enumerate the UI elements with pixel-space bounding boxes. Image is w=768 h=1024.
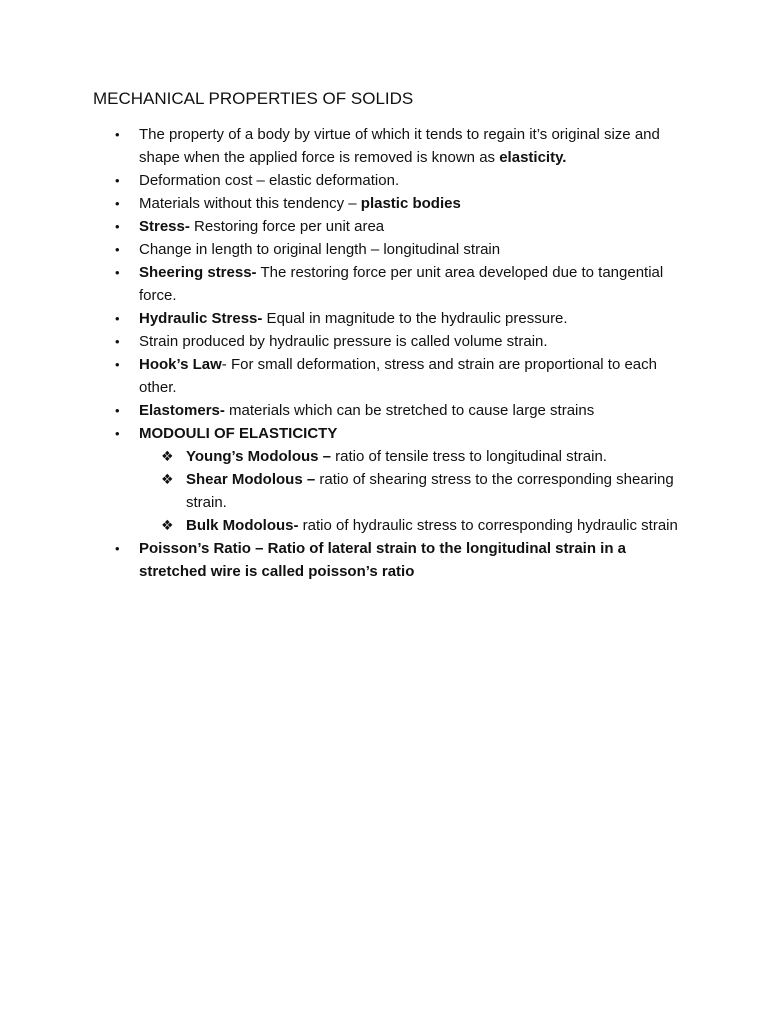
item-text: Change in length to original length – longitudinal strain [139,241,501,258]
bullet-icon: • [115,127,120,142]
item-text: Strain produced by hydraulic pressure is called volume strain. [139,333,548,350]
sub-list-item [161,468,679,514]
bullet-icon: • [115,219,120,234]
item-text: Materials without this tendency – [139,195,361,212]
sub-item-text: ratio of hydraulic stress to corresponding hydraulic strain [298,517,678,534]
bullet-icon: • [115,265,120,280]
diamond-bullet-icon: ❖ [161,517,174,533]
sub-item-text: ratio of tensile tress to longitudinal strain. [331,448,607,465]
diamond-bullet-icon: ❖ [161,448,174,464]
list-item [115,330,679,353]
bullet-icon: • [115,403,120,418]
item-bold-lead: Elastomers- [139,402,225,419]
item-bold-lead: Poisson’s Ratio – Ratio of lateral strain to the longitudinal strain in a stretched wire is called poisson’s ratio [139,540,627,580]
bullet-icon: • [115,426,120,441]
item-text: - For small deformation, stress and strain are proportional to each other. [139,356,657,396]
list-item [115,169,679,192]
list-item [115,238,679,261]
list-item [115,537,679,583]
bullet-icon: • [115,311,120,326]
item-text: The restoring force per unit area developed due to tangential force. [139,264,664,304]
item-bold-tail: plastic bodies [360,195,461,212]
item-bold-lead: Hook’s Law [139,356,222,373]
item-bold-lead: Stress- [139,218,190,235]
sub-list [139,445,679,537]
item-bold-lead: MODOULI OF ELASTICICTY [139,425,338,442]
list-item [115,422,679,537]
sub-item-bold-lead: Shear Modolous – [186,471,316,488]
sub-item-bold-lead: Young’s Modolous – [186,448,331,465]
item-bold-lead: Hydraulic Stress- [139,310,263,327]
sub-item-text: ratio of shearing stress to the corresponding shearing strain. [186,471,674,511]
item-text: Restoring force per unit area [189,218,385,235]
item-text: Deformation cost – elastic deformation. [139,172,400,189]
bullet-list [115,123,679,583]
list-item [115,123,679,169]
page-title: MECHANICAL PROPERTIES OF SOLIDS [93,89,414,108]
list-item [115,399,679,422]
sub-item-bold-lead: Bulk Modolous- [186,517,299,534]
sub-list-item [161,445,679,468]
item-text: materials which can be stretched to cause large strains [224,402,595,419]
bullet-icon: • [115,334,120,349]
list-item [115,192,679,215]
list-item [115,215,679,238]
bullet-icon: • [115,242,120,257]
item-bold-lead: Sheering stress- [139,264,257,281]
bullet-icon: • [115,173,120,188]
bullet-icon: • [115,541,120,556]
diamond-bullet-icon: ❖ [161,471,174,487]
item-bold-tail: elasticity. [499,149,567,166]
list-item [115,307,679,330]
item-text: The property of a body by virtue of which it tends to regain it’s original size and shape when the applied force is removed is known as [139,126,660,166]
item-text: Equal in magnitude to the hydraulic pressure. [262,310,568,327]
bullet-icon: • [115,357,120,372]
list-item [115,261,679,307]
sub-list-item [161,514,679,537]
list-item [115,353,679,399]
bullet-icon: • [115,196,120,211]
